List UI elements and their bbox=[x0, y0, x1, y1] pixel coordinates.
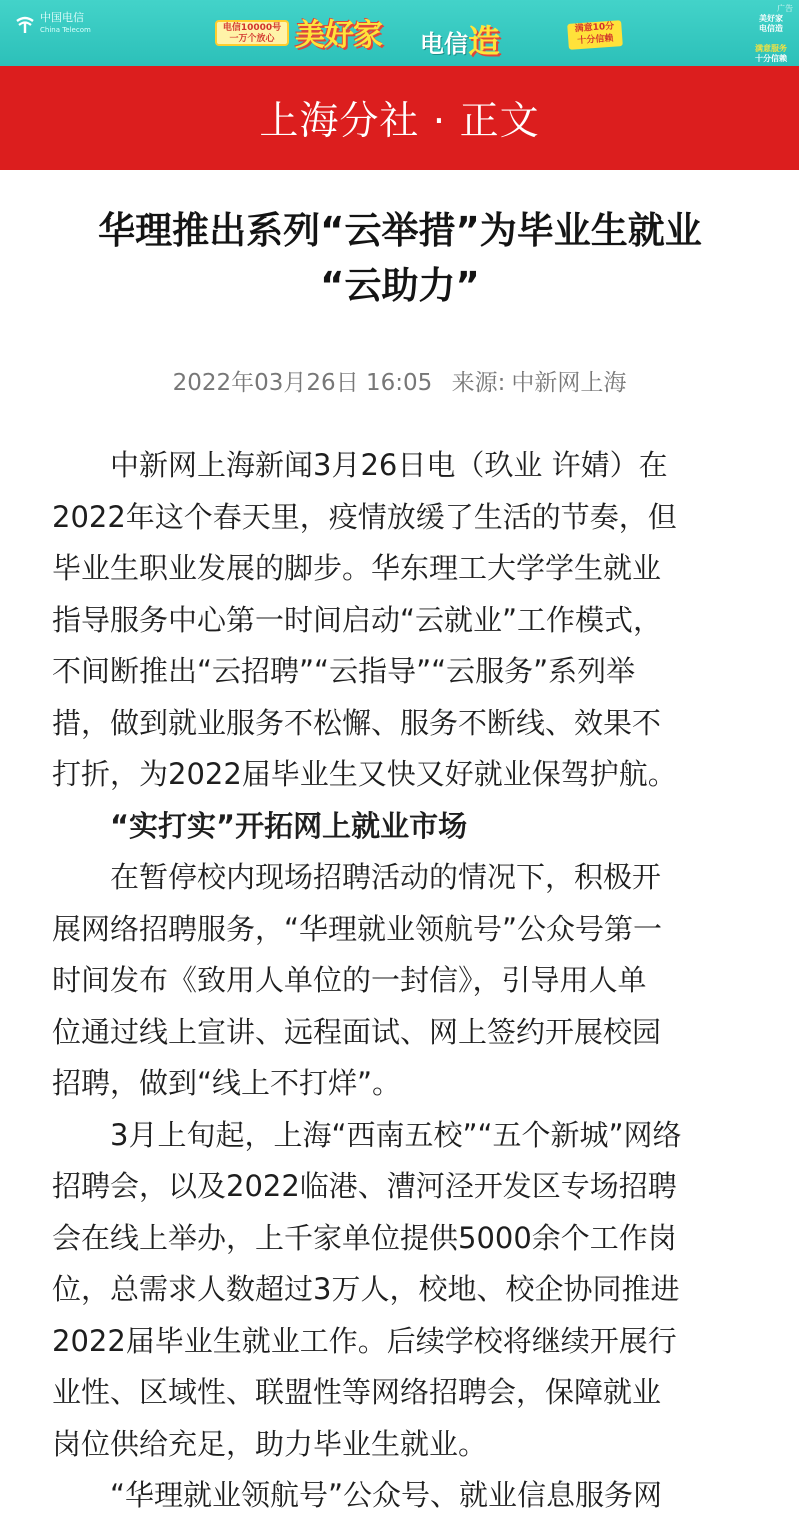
paragraph-line: 展网络招聘服务，“华理就业领航号”公众号第一 bbox=[52, 911, 663, 946]
paragraph-line: 2022年这个春天里，疫情放缓了生活的节奏，但 bbox=[52, 499, 677, 534]
article-paragraph bbox=[52, 852, 752, 1110]
paragraph-line: 2022届毕业生就业工作。后续学校将继续开展行 bbox=[52, 1323, 677, 1358]
paragraph-line: 3月上旬起，上海“西南五校”“五个新城”网络 bbox=[110, 1117, 682, 1152]
ad-label: 广告 bbox=[777, 4, 793, 13]
ad-brand-text: 中国电信 bbox=[40, 11, 84, 24]
paragraph-line: 时间发布《致用人单位的一封信》，引导用人单 bbox=[52, 963, 647, 997]
paragraph-line: 招聘会，以及2022临港、漕河泾开发区专场招聘 bbox=[52, 1169, 677, 1203]
paragraph-line: “实打实”开拓网上就业市场 bbox=[110, 808, 468, 843]
article-body bbox=[52, 440, 752, 1522]
paragraph-line: “华理就业领航号”公众号、就业信息服务网 bbox=[110, 1478, 663, 1512]
paragraph-line: 业性、区域性、联盟性等网络招聘会，保障就业 bbox=[52, 1375, 662, 1409]
article-paragraph bbox=[52, 1470, 752, 1522]
ad-title-second-prefix: 电信 bbox=[420, 30, 468, 58]
paragraph-line: 岗位供给充足，助力毕业生就业。 bbox=[52, 1426, 488, 1461]
ad-right-block bbox=[751, 14, 791, 64]
section-title: 上海分社 · 正文 bbox=[259, 99, 540, 144]
headline-line: 华理推出系列“云举措”为毕业生就业 bbox=[98, 209, 702, 252]
article-paragraph bbox=[52, 1110, 752, 1471]
ad-sticker-line: 十分信赖 bbox=[577, 33, 614, 47]
paragraph-line: 会在线上举办，上千家单位提供5000余个工作岗 bbox=[52, 1220, 677, 1255]
ad-title-second-emph: 造 bbox=[468, 22, 501, 60]
paragraph-line: 中新网上海新闻3月26日电（玖业 许婧）在 bbox=[110, 448, 668, 482]
article-paragraph bbox=[52, 440, 752, 801]
telecom-logo-icon bbox=[14, 13, 36, 35]
article-meta bbox=[0, 364, 799, 397]
paragraph-line: 毕业生职业发展的脚步。华东理工大学学生就业 bbox=[52, 551, 662, 585]
article-datetime: 2022年03月26日 16:05 bbox=[172, 370, 433, 396]
ad-sticker-line: 满意10分 bbox=[574, 21, 615, 35]
paragraph-line: 打折，为2022届毕业生又快又好就业保驾护航。 bbox=[52, 757, 677, 791]
section-header bbox=[0, 66, 799, 170]
ad-promo-box bbox=[215, 20, 289, 46]
paragraph-line: 不间断推出“云招聘”“云指导”“云服务”系列举 bbox=[52, 654, 636, 688]
paragraph-line: 措，做到就业服务不松懈、服务不断线、效果不 bbox=[52, 705, 662, 740]
ad-right-line: 电信造 bbox=[759, 24, 783, 33]
ad-promo-line: 一万个放心 bbox=[229, 34, 275, 44]
article-headline bbox=[30, 203, 770, 313]
ad-promo-line: 电信10000号 bbox=[222, 23, 282, 33]
ad-banner[interactable] bbox=[0, 0, 799, 66]
telecom-logo bbox=[14, 12, 91, 36]
ad-brand-sub: China Telecom bbox=[40, 26, 91, 34]
source-label: 来源: bbox=[451, 370, 506, 396]
ad-promo-sticker bbox=[567, 20, 623, 50]
ad-title-second bbox=[420, 16, 500, 62]
ad-right-line: 满意服务 bbox=[755, 44, 787, 53]
article-subhead bbox=[52, 801, 752, 853]
paragraph-line: 位，总需求人数超过3万人，校地、校企协同推进 bbox=[52, 1272, 680, 1306]
paragraph-line: 指导服务中心第一时间启动“云就业”工作模式， bbox=[52, 602, 663, 637]
headline-line: “云助力” bbox=[320, 264, 480, 307]
ad-right-line: 美好家 bbox=[759, 14, 783, 23]
paragraph-line: 在暂停校内现场招聘活动的情况下，积极开 bbox=[110, 860, 662, 894]
ad-title-main: 美好家 bbox=[295, 18, 382, 53]
article-source[interactable]: 中新网上海 bbox=[511, 370, 627, 396]
ad-right-line: 十分信赖 bbox=[755, 54, 787, 63]
paragraph-line: 位通过线上宣讲、远程面试、网上签约开展校园 bbox=[52, 1014, 662, 1049]
paragraph-line: 招聘，做到“线上不打烊”。 bbox=[52, 1066, 402, 1100]
